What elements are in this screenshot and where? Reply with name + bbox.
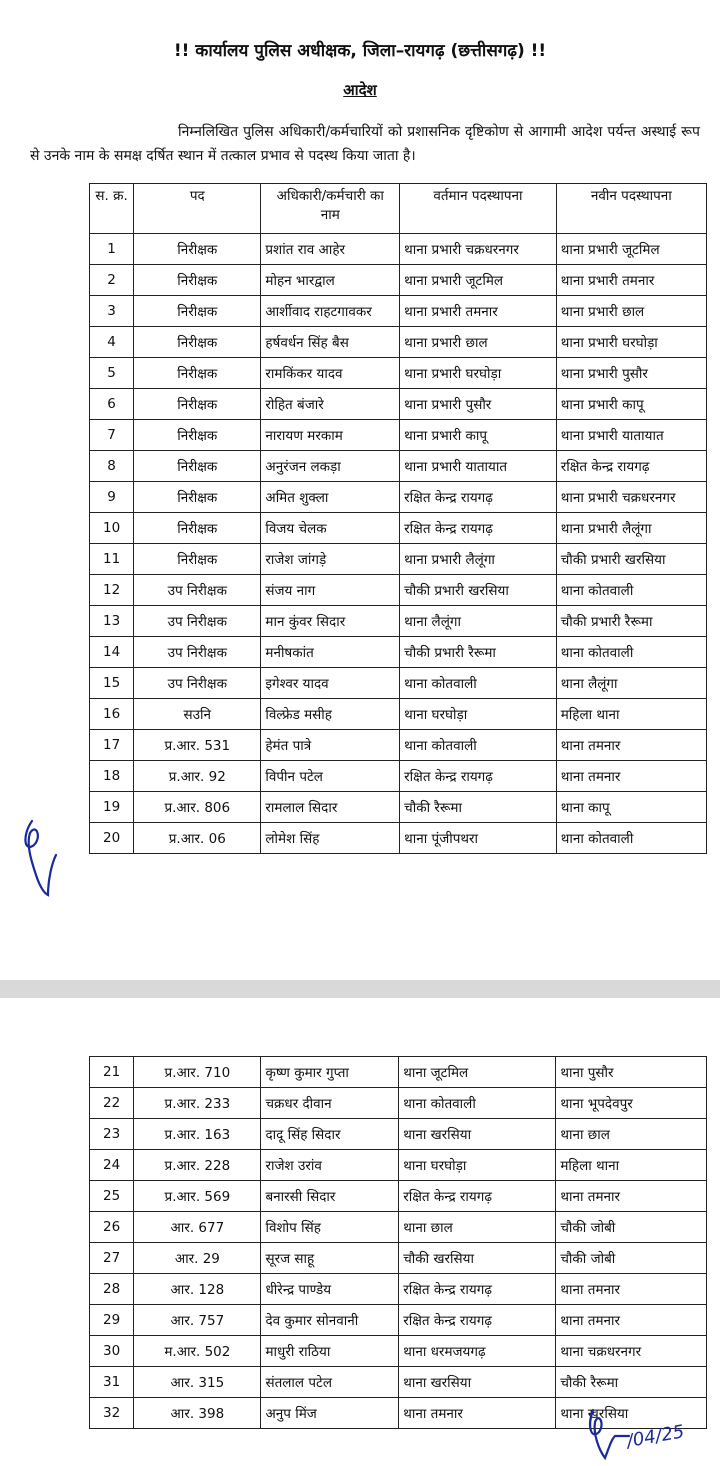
name-cell: मोहन भारद्वाल [261,265,400,296]
current-posting-cell: थाना जूटमिल [399,1057,556,1088]
table-row [90,730,707,761]
serial-cell: 7 [90,420,134,451]
current-posting-cell: रक्षित केन्द्र रायगढ़ [399,1274,556,1305]
col-name: अधिकारी/कर्मचारी का नाम [261,184,400,234]
table-row [90,1057,707,1088]
table-row [90,637,707,668]
post-cell: प्र.आर. 710 [134,1057,261,1088]
serial-cell: 26 [90,1212,134,1243]
name-cell: संतलाल पटेल [261,1367,399,1398]
new-posting-cell: थाना प्रभारी तमनार [556,265,706,296]
current-posting-cell: रक्षित केन्द्र रायगढ़ [400,482,557,513]
current-posting-cell: चौकी प्रभारी खरसिया [400,575,557,606]
table-row [90,1150,707,1181]
name-cell: सूरज साहू [261,1243,399,1274]
current-posting-cell: थाना प्रभारी यातायात [400,451,557,482]
current-posting-cell: थाना घरघोड़ा [399,1150,556,1181]
table-row [90,1336,707,1367]
post-cell: उप निरीक्षक [134,637,261,668]
new-posting-cell: चौकी जोबी [556,1243,707,1274]
serial-cell: 10 [90,513,134,544]
transfer-table-page-1 [89,183,707,854]
new-posting-cell: थाना तमनार [556,1181,707,1212]
current-posting-cell: थाना प्रभारी कापू [400,420,557,451]
new-posting-cell: थाना कोतवाली [556,823,706,854]
new-posting-cell: थाना तमनार [556,1305,707,1336]
signature-mark [18,815,68,900]
new-posting-cell: महिला थाना [556,699,706,730]
table-row [90,1181,707,1212]
table-row [90,265,707,296]
new-posting-cell: थाना प्रभारी कापू [556,389,706,420]
col-serial: स. क्र. [90,184,134,234]
post-cell: प्र.आर. 531 [134,730,261,761]
new-posting-cell: थाना तमनार [556,1274,707,1305]
col-current-posting: वर्तमान पदस्थापना [400,184,557,234]
table-header-row [90,184,707,234]
new-posting-cell: महिला थाना [556,1150,707,1181]
post-cell: निरीक्षक [134,234,261,265]
serial-cell: 9 [90,482,134,513]
post-cell: निरीक्षक [134,451,261,482]
name-cell: संजय नाग [261,575,400,606]
name-cell: माधुरी राठिया [261,1336,399,1367]
post-cell: प्र.आर. 163 [134,1119,261,1150]
current-posting-cell: थाना प्रभारी जूटमिल [400,265,557,296]
order-intro: निम्नलिखित पुलिस अधिकारी/कर्मचारियों को प्रशासनिक दृष्टिकोण से आगामी आदेश पर्यन्त अस्थाई रूप से उनके नाम के समक्ष दर्षित स्थान में तत्काल प्रभाव से पदस्थ किया जाता है। [30,124,700,164]
current-posting-cell: थाना पूंजीपथरा [400,823,557,854]
current-posting-cell: रक्षित केन्द्र रायगढ़ [400,761,557,792]
new-posting-cell: थाना तमनार [556,761,706,792]
table-row [90,544,707,575]
signature-date: /04/25 [625,1421,686,1452]
current-posting-cell: थाना कोतवाली [400,668,557,699]
name-cell: राजेश उरांव [261,1150,399,1181]
current-posting-cell: थाना प्रभारी तमनार [400,296,557,327]
table-row [90,234,707,265]
serial-cell: 32 [90,1398,134,1429]
table-row [90,761,707,792]
table-row [90,792,707,823]
new-posting-cell: थाना कोतवाली [556,575,706,606]
table-row [90,823,707,854]
name-cell: प्रशांत राव आहेर [261,234,400,265]
current-posting-cell: थाना प्रभारी छाल [400,327,557,358]
table-row [90,451,707,482]
post-cell: उप निरीक्षक [134,606,261,637]
new-posting-cell: थाना कोतवाली [556,637,706,668]
name-cell: विपीन पटेल [261,761,400,792]
post-cell: सउनि [134,699,261,730]
name-cell: विल्फ्रेड मसीह [261,699,400,730]
serial-cell: 3 [90,296,134,327]
new-posting-cell: थाना प्रभारी लैलूंगा [556,513,706,544]
new-posting-cell: थाना भूपदेवपुर [556,1088,707,1119]
serial-cell: 15 [90,668,134,699]
post-cell: निरीक्षक [134,389,261,420]
serial-cell: 4 [90,327,134,358]
page-separator [0,980,720,998]
table-row [90,513,707,544]
post-cell: प्र.आर. 233 [134,1088,261,1119]
serial-cell: 5 [90,358,134,389]
table-row [90,420,707,451]
name-cell: हर्षवर्धन सिंह बैस [261,327,400,358]
new-posting-cell: चौकी प्रभारी खरसिया [556,544,706,575]
table-row [90,1274,707,1305]
serial-cell: 27 [90,1243,134,1274]
table-row [90,1088,707,1119]
new-posting-cell: थाना चक्रधरनगर [556,1336,707,1367]
serial-cell: 14 [90,637,134,668]
table-row [90,575,707,606]
post-cell: निरीक्षक [134,513,261,544]
serial-cell: 20 [90,823,134,854]
new-posting-cell: चौकी प्रभारी रैरूमा [556,606,706,637]
post-cell: आर. 398 [134,1398,261,1429]
current-posting-cell: थाना तमनार [399,1398,556,1429]
serial-cell: 23 [90,1119,134,1150]
table-row [90,358,707,389]
name-cell: इगेश्वर यादव [261,668,400,699]
name-cell: मान कुंवर सिदार [261,606,400,637]
new-posting-cell: चौकी रैरूमा [556,1367,707,1398]
name-cell: रामकिंकर यादव [261,358,400,389]
serial-cell: 1 [90,234,134,265]
current-posting-cell: थाना खरसिया [399,1367,556,1398]
serial-cell: 17 [90,730,134,761]
serial-cell: 13 [90,606,134,637]
name-cell: अनुप मिंज [261,1398,399,1429]
serial-cell: 6 [90,389,134,420]
table-row [90,327,707,358]
post-cell: आर. 29 [134,1243,261,1274]
current-posting-cell: थाना कोतवाली [399,1088,556,1119]
table-row [90,668,707,699]
col-post: पद [134,184,261,234]
post-cell: निरीक्षक [134,265,261,296]
table-row [90,1243,707,1274]
name-cell: दादू सिंह सिदार [261,1119,399,1150]
post-cell: प्र.आर. 228 [134,1150,261,1181]
name-cell: मनीषकांत [261,637,400,668]
name-cell: रामलाल सिदार [261,792,400,823]
serial-cell: 30 [90,1336,134,1367]
name-cell: अमित शुक्ला [261,482,400,513]
serial-cell: 8 [90,451,134,482]
name-cell: विशोप सिंह [261,1212,399,1243]
new-posting-cell: थाना प्रभारी छाल [556,296,706,327]
order-heading [0,80,720,100]
post-cell: प्र.आर. 92 [134,761,261,792]
current-posting-cell: चौकी रैरूमा [400,792,557,823]
name-cell: आर्शीवाद राहटगावकर [261,296,400,327]
new-posting-cell: थाना प्रभारी चक्रधरनगर [556,482,706,513]
serial-cell: 31 [90,1367,134,1398]
new-posting-cell: थाना पुसौर [556,1057,707,1088]
serial-cell: 29 [90,1305,134,1336]
serial-cell: 2 [90,265,134,296]
new-posting-cell: थाना लैलूंगा [556,668,706,699]
new-posting-cell: थाना तमनार [556,730,706,761]
name-cell: हेमंत पात्रे [261,730,400,761]
post-cell: निरीक्षक [134,482,261,513]
post-cell: प्र.आर. 806 [134,792,261,823]
name-cell: रोहित बंजारे [261,389,400,420]
new-posting-cell: थाना प्रभारी घरघोड़ा [556,327,706,358]
current-posting-cell: थाना धरमजयगढ़ [399,1336,556,1367]
transfer-table-page-2 [89,1056,707,1429]
name-cell: धीरेन्द्र पाण्डेय [261,1274,399,1305]
post-cell: निरीक्षक [134,327,261,358]
current-posting-cell: रक्षित केन्द्र रायगढ़ [400,513,557,544]
table-row [90,296,707,327]
table-row [90,1119,707,1150]
post-cell: आर. 677 [134,1212,261,1243]
name-cell: कृष्ण कुमार गुप्ता [261,1057,399,1088]
serial-cell: 25 [90,1181,134,1212]
current-posting-cell: चौकी खरसिया [399,1243,556,1274]
current-posting-cell: रक्षित केन्द्र रायगढ़ [399,1181,556,1212]
name-cell: राजेश जांगड़े [261,544,400,575]
current-posting-cell: थाना खरसिया [399,1119,556,1150]
post-cell: आर. 757 [134,1305,261,1336]
new-posting-cell: रक्षित केन्द्र रायगढ़ [556,451,706,482]
serial-cell: 28 [90,1274,134,1305]
new-posting-cell: चौकी जोबी [556,1212,707,1243]
new-posting-cell: थाना छाल [556,1119,707,1150]
post-cell: निरीक्षक [134,420,261,451]
serial-cell: 22 [90,1088,134,1119]
name-cell: विजय चेलक [261,513,400,544]
table-row [90,1212,707,1243]
post-cell: आर. 128 [134,1274,261,1305]
name-cell: लोमेश सिंह [261,823,400,854]
post-cell: निरीक्षक [134,358,261,389]
signature-with-date [585,1400,720,1466]
current-posting-cell: थाना प्रभारी पुसौर [400,389,557,420]
name-cell: चक्रधर दीवान [261,1088,399,1119]
table-row [90,389,707,420]
current-posting-cell: रक्षित केन्द्र रायगढ़ [399,1305,556,1336]
post-cell: प्र.आर. 06 [134,823,261,854]
serial-cell: 19 [90,792,134,823]
post-cell: उप निरीक्षक [134,668,261,699]
table-row [90,482,707,513]
new-posting-cell: थाना प्रभारी यातायात [556,420,706,451]
post-cell: निरीक्षक [134,296,261,327]
name-cell: देव कुमार सोनवानी [261,1305,399,1336]
current-posting-cell: थाना घरघोड़ा [400,699,557,730]
post-cell: निरीक्षक [134,544,261,575]
name-cell: बनारसी सिदार [261,1181,399,1212]
post-cell: प्र.आर. 569 [134,1181,261,1212]
serial-cell: 16 [90,699,134,730]
serial-cell: 24 [90,1150,134,1181]
serial-cell: 18 [90,761,134,792]
current-posting-cell: थाना लैलूंगा [400,606,557,637]
current-posting-cell: थाना प्रभारी चक्रधरनगर [400,234,557,265]
table-row [90,699,707,730]
new-posting-cell: थाना प्रभारी पुसौर [556,358,706,389]
name-cell: नारायण मरकाम [261,420,400,451]
post-cell: उप निरीक्षक [134,575,261,606]
table-row [90,1305,707,1336]
serial-cell: 12 [90,575,134,606]
table-row [90,1367,707,1398]
post-cell: आर. 315 [134,1367,261,1398]
current-posting-cell: चौकी प्रभारी रैरूमा [400,637,557,668]
office-title: !! कार्यालय पुलिस अधीक्षक, जिला–रायगढ़ (छत्तीसगढ़) !! [173,41,547,61]
serial-cell: 11 [90,544,134,575]
current-posting-cell: थाना छाल [399,1212,556,1243]
current-posting-cell: थाना कोतवाली [400,730,557,761]
new-posting-cell: थाना खरसिया [556,1398,707,1429]
name-cell: अनुरंजन लकड़ा [261,451,400,482]
new-posting-cell: थाना प्रभारी जूटमिल [556,234,706,265]
table-row [90,606,707,637]
current-posting-cell: थाना प्रभारी घरघोड़ा [400,358,557,389]
col-new-posting: नवीन पदस्थापना [556,184,706,234]
current-posting-cell: थाना प्रभारी लैलूंगा [400,544,557,575]
new-posting-cell: थाना कापू [556,792,706,823]
post-cell: म.आर. 502 [134,1336,261,1367]
order-heading-text: आदेश [343,81,377,99]
serial-cell: 21 [90,1057,134,1088]
